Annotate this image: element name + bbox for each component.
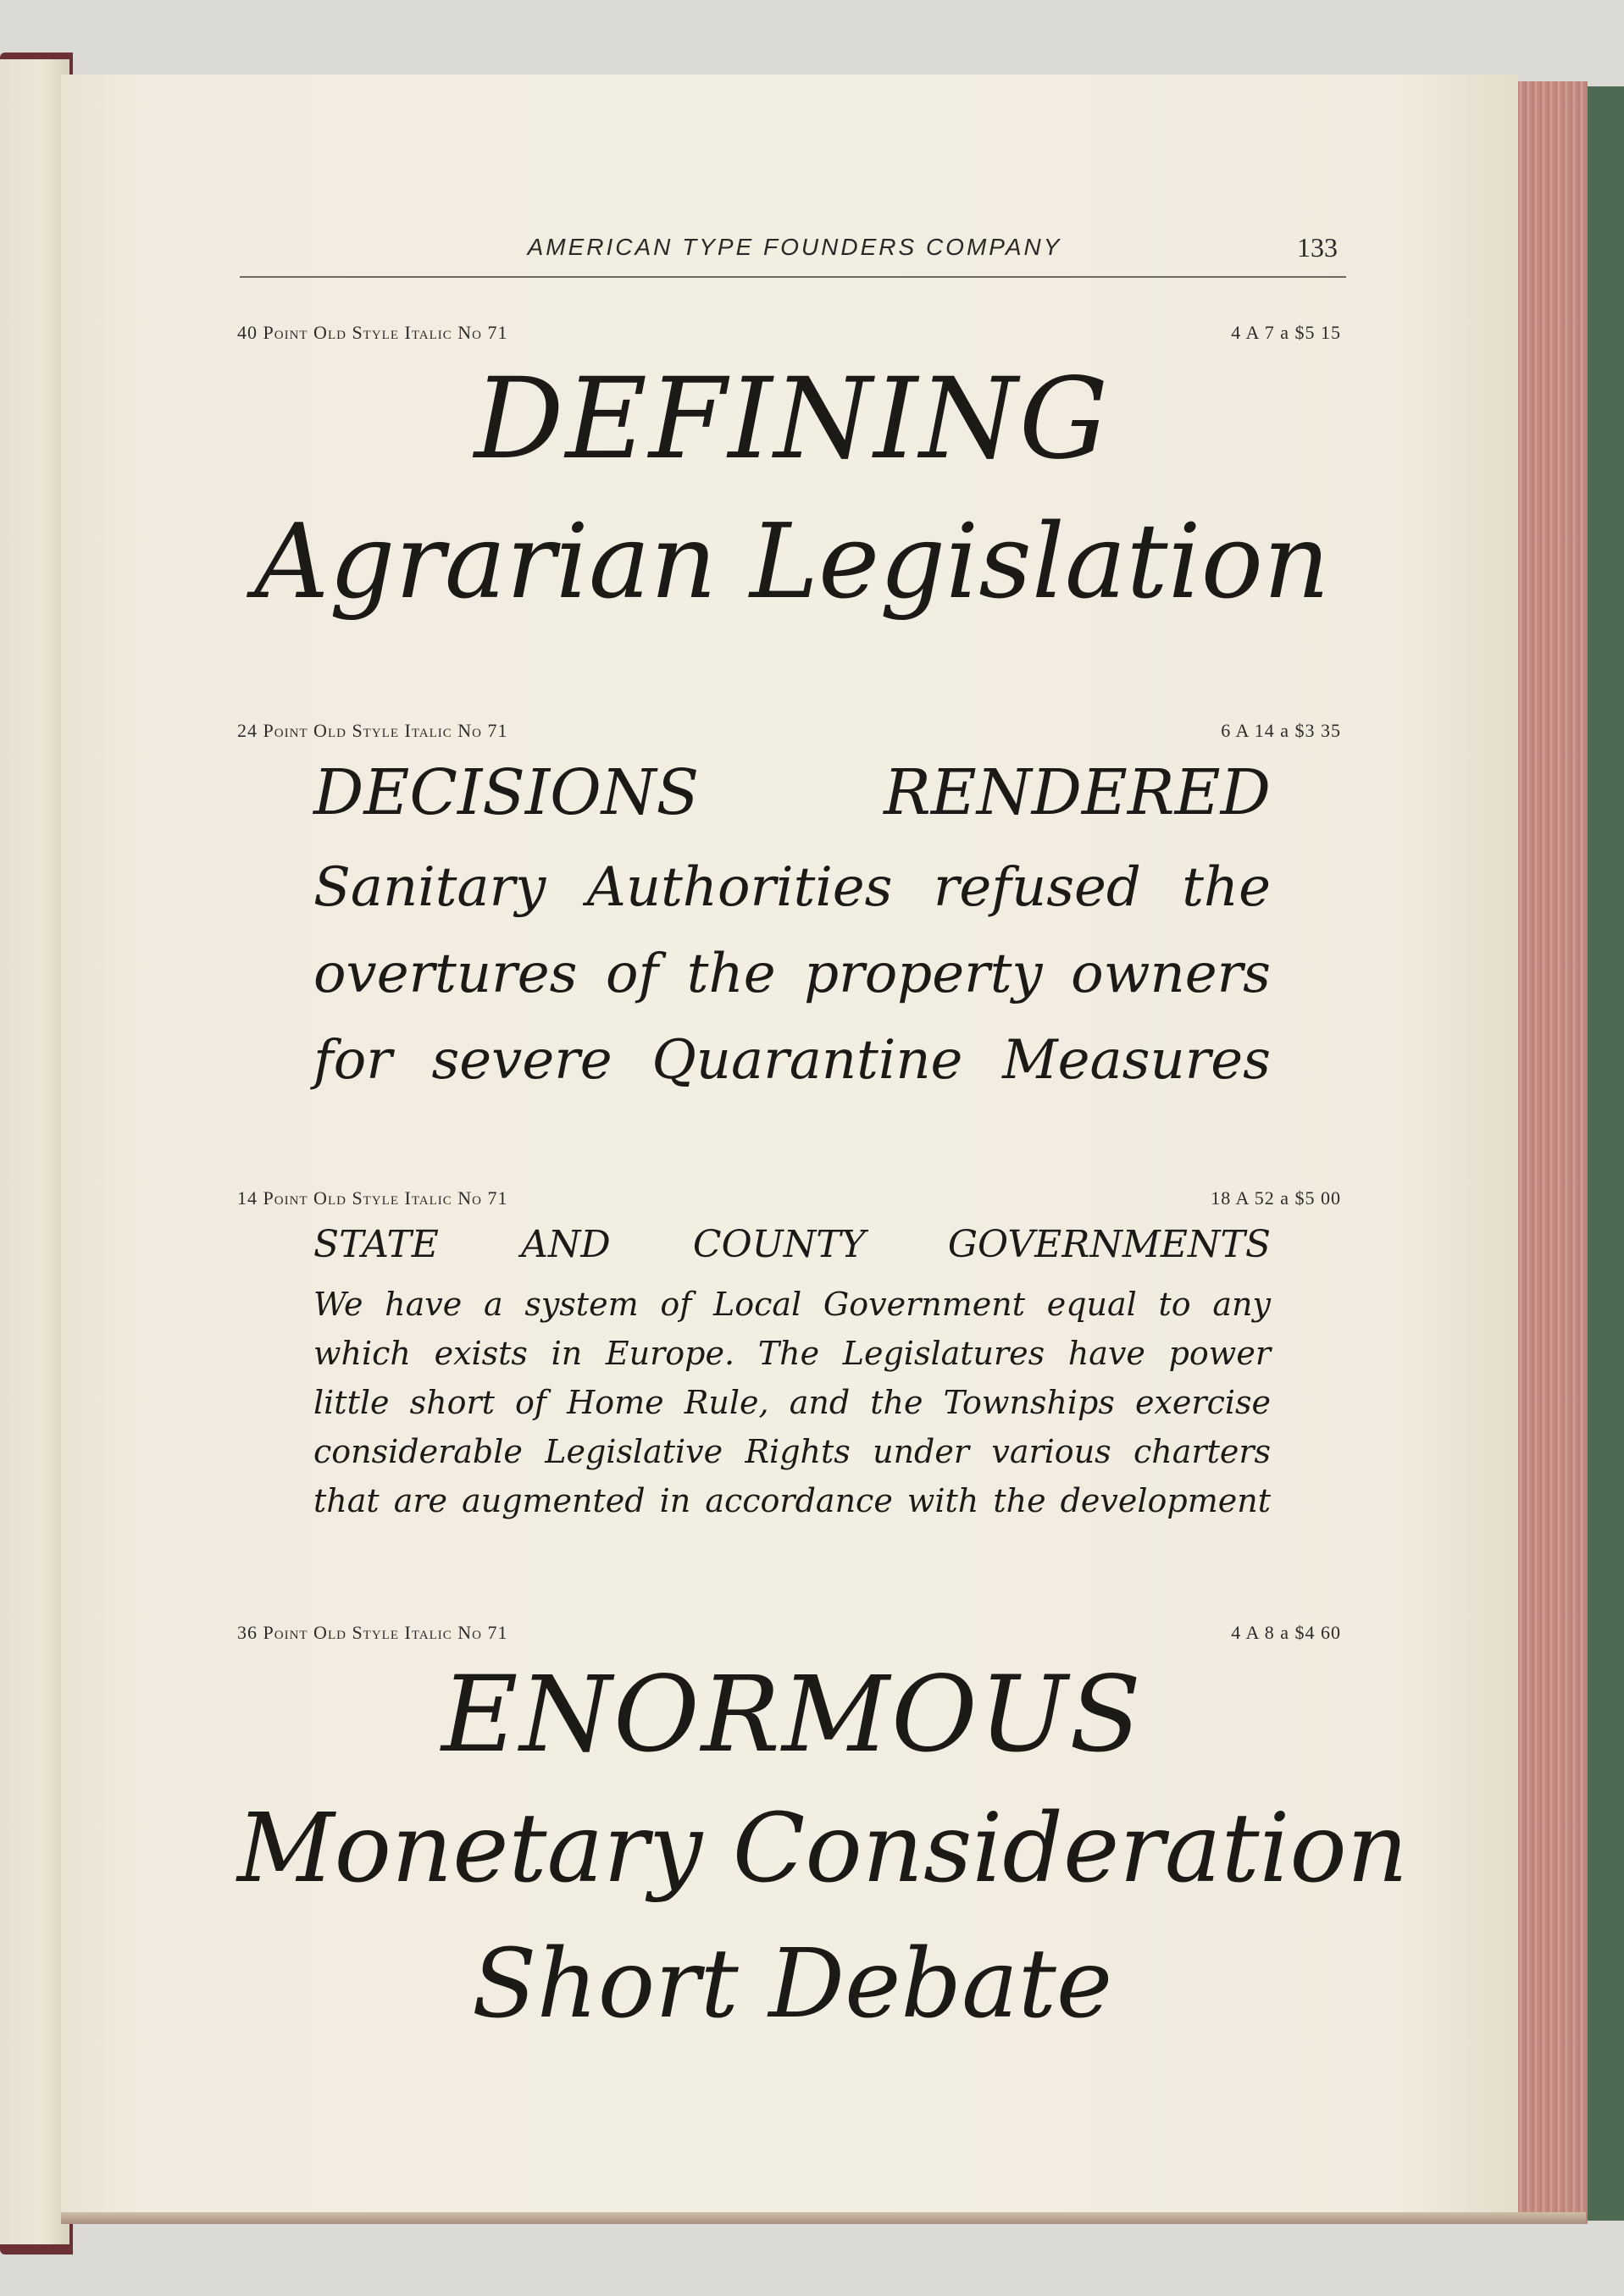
specimen-price: 4 A 7 a $5 15: [1231, 322, 1341, 343]
specimen-price: 6 A 14 a $3 35: [1221, 720, 1341, 741]
specimen-line: We have a system of Local Government equal to any: [313, 1286, 1271, 1323]
running-title: AMERICAN TYPE FOUNDERS COMPANY: [527, 234, 1062, 260]
specimen-line: DEFINING: [474, 354, 1111, 484]
specimen-label: 40 Point Old Style Italic No 71: [237, 322, 508, 343]
page-number: 133: [1297, 232, 1338, 263]
specimen-label: 24 Point Old Style Italic No 71: [237, 720, 508, 741]
specimen-label: 14 Point Old Style Italic No 71: [237, 1187, 508, 1209]
specimen-line: Monetary Consideration: [237, 1794, 1408, 1904]
specimen-line: considerable Legislative Rights under various charters: [313, 1433, 1271, 1470]
specimen-line: Short Debate: [471, 1929, 1113, 2039]
specimen-line: DECISIONS RENDERED: [313, 756, 1271, 829]
specimen-line: which exists in Europe. The Legislatures have power: [313, 1335, 1271, 1372]
specimen-line: Sanitary Authorities refused the: [313, 856, 1271, 919]
running-head: [240, 234, 1346, 278]
specimen-line: Agrarian Legislation: [254, 501, 1330, 622]
specimen-price: 4 A 8 a $4 60: [1231, 1622, 1341, 1643]
specimen-label: 36 Point Old Style Italic No 71: [237, 1622, 508, 1643]
page-edges: [1508, 81, 1588, 2224]
specimen-price: 18 A 52 a $5 00: [1211, 1187, 1341, 1209]
specimen-line: overtures of the property owners: [313, 943, 1271, 1005]
specimen-line: that are augmented in accordance with the development: [313, 1482, 1271, 1519]
specimen-line: little short of Home Rule, and the Townships exercise: [313, 1384, 1271, 1421]
specimen-line: STATE AND COUNTY GOVERNMENTS: [313, 1223, 1271, 1266]
specimen-line: ENORMOUS: [441, 1654, 1144, 1776]
left-facing-page: [0, 59, 69, 2244]
book-bottom-edge: [61, 2212, 1586, 2224]
specimen-line: for severe Quarantine Measures: [313, 1029, 1271, 1092]
